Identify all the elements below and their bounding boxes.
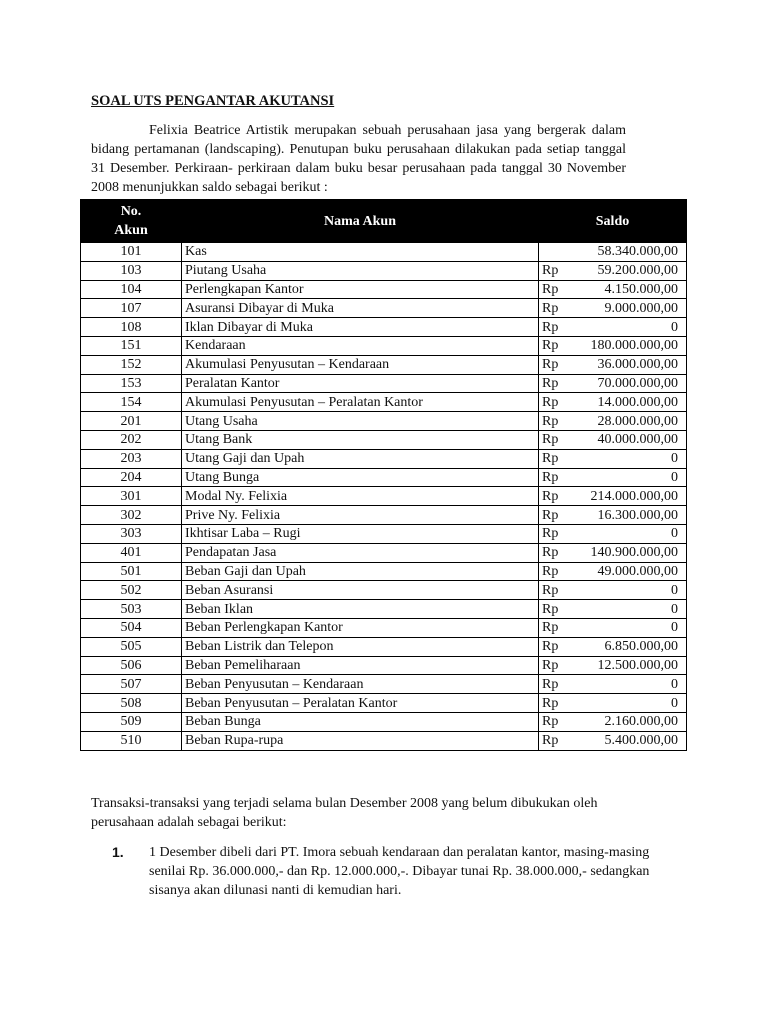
account-name-cell: Beban Bunga xyxy=(182,712,539,731)
amount-cell: 2.160.000,00 xyxy=(581,712,687,731)
account-number-cell: 108 xyxy=(81,318,182,337)
account-number-cell: 101 xyxy=(81,243,182,262)
currency-cell: Rp xyxy=(539,449,581,468)
account-name-cell: Beban Rupa-rupa xyxy=(182,731,539,750)
table-row xyxy=(81,562,687,581)
account-number-cell: 506 xyxy=(81,656,182,675)
currency-cell: Rp xyxy=(539,355,581,374)
currency-cell: Rp xyxy=(539,543,581,562)
account-name-cell: Iklan Dibayar di Muka xyxy=(182,318,539,337)
account-number-cell: 508 xyxy=(81,694,182,713)
table-row xyxy=(81,336,687,355)
table-row xyxy=(81,374,687,393)
account-name-cell: Peralatan Kantor xyxy=(182,374,539,393)
table-row xyxy=(81,731,687,750)
currency-cell: Rp xyxy=(539,656,581,675)
amount-cell: 14.000.000,00 xyxy=(581,393,687,412)
table-row xyxy=(81,355,687,374)
intro-paragraph: Felixia Beatrice Artistik merupakan sebuah perusahaan jasa yang bergerak dalam bidang pertamanan (landscaping). Penutupan buku perusahaan dilakukan pada setiap tanggal 31 Desember. Perkiraan- perkiraan dalam buku besar perusahaan pada tanggal 30 November 2008 menunjukkan saldo sebagai berikut : xyxy=(91,123,626,195)
amount-cell: 58.340.000,00 xyxy=(581,243,687,262)
currency-cell: Rp xyxy=(539,336,581,355)
account-number-cell: 153 xyxy=(81,374,182,393)
amount-cell: 180.000.000,00 xyxy=(581,336,687,355)
amount-cell: 6.850.000,00 xyxy=(581,637,687,656)
table-row xyxy=(81,487,687,506)
amount-cell: 0 xyxy=(581,675,687,694)
table-row xyxy=(81,318,687,337)
currency-cell: Rp xyxy=(539,318,581,337)
currency-cell: Rp xyxy=(539,487,581,506)
header-account-number: No. Akun xyxy=(81,200,182,243)
currency-cell: Rp xyxy=(539,562,581,581)
account-name-cell: Piutang Usaha xyxy=(182,261,539,280)
account-balance-table xyxy=(80,199,687,751)
account-number-cell: 201 xyxy=(81,412,182,431)
account-number-cell: 507 xyxy=(81,675,182,694)
amount-cell: 0 xyxy=(581,449,687,468)
amount-cell: 36.000.000,00 xyxy=(581,355,687,374)
account-number-cell: 104 xyxy=(81,280,182,299)
transactions-intro: Transaksi-transaksi yang terjadi selama bulan Desember 2008 yang belum dibukukan oleh perusahaan adalah sebagai berikut: xyxy=(91,796,598,830)
table-row xyxy=(81,618,687,637)
account-name-cell: Beban Pemeliharaan xyxy=(182,656,539,675)
account-number-cell: 204 xyxy=(81,468,182,487)
account-name-cell: Utang Bunga xyxy=(182,468,539,487)
table-row xyxy=(81,656,687,675)
account-name-cell: Akumulasi Penyusutan – Peralatan Kantor xyxy=(182,393,539,412)
amount-cell: 28.000.000,00 xyxy=(581,412,687,431)
table-row xyxy=(81,449,687,468)
account-name-cell: Beban Gaji dan Upah xyxy=(182,562,539,581)
currency-cell: Rp xyxy=(539,618,581,637)
transaction-number: 1. xyxy=(112,844,124,860)
account-number-cell: 152 xyxy=(81,355,182,374)
account-number-cell: 503 xyxy=(81,600,182,619)
amount-cell: 0 xyxy=(581,524,687,543)
header-balance: Saldo xyxy=(539,200,687,243)
account-number-cell: 103 xyxy=(81,261,182,280)
table-row xyxy=(81,412,687,431)
account-name-cell: Beban Asuransi xyxy=(182,581,539,600)
amount-cell: 0 xyxy=(581,581,687,600)
account-number-cell: 510 xyxy=(81,731,182,750)
account-name-cell: Kas xyxy=(182,243,539,262)
account-number-cell: 505 xyxy=(81,637,182,656)
account-number-cell: 501 xyxy=(81,562,182,581)
account-number-cell: 301 xyxy=(81,487,182,506)
transaction-item xyxy=(112,843,680,900)
amount-cell: 0 xyxy=(581,600,687,619)
amount-cell: 0 xyxy=(581,468,687,487)
account-number-cell: 202 xyxy=(81,430,182,449)
currency-cell: Rp xyxy=(539,468,581,487)
amount-cell: 214.000.000,00 xyxy=(581,487,687,506)
currency-cell: Rp xyxy=(539,524,581,543)
table-row xyxy=(81,694,687,713)
currency-cell: Rp xyxy=(539,694,581,713)
table-row xyxy=(81,543,687,562)
account-name-cell: Akumulasi Penyusutan – Kendaraan xyxy=(182,355,539,374)
table-row xyxy=(81,261,687,280)
table-row xyxy=(81,581,687,600)
currency-cell: Rp xyxy=(539,430,581,449)
account-name-cell: Beban Penyusutan – Peralatan Kantor xyxy=(182,694,539,713)
currency-cell: Rp xyxy=(539,412,581,431)
table-row xyxy=(81,600,687,619)
amount-cell: 5.400.000,00 xyxy=(581,731,687,750)
account-number-cell: 401 xyxy=(81,543,182,562)
currency-cell: Rp xyxy=(539,261,581,280)
currency-cell: Rp xyxy=(539,280,581,299)
account-name-cell: Pendapatan Jasa xyxy=(182,543,539,562)
table-row xyxy=(81,280,687,299)
table-row xyxy=(81,506,687,525)
table-row xyxy=(81,393,687,412)
currency-cell: Rp xyxy=(539,600,581,619)
account-name-cell: Utang Bank xyxy=(182,430,539,449)
account-number-cell: 509 xyxy=(81,712,182,731)
amount-cell: 40.000.000,00 xyxy=(581,430,687,449)
amount-cell: 9.000.000,00 xyxy=(581,299,687,318)
currency-cell xyxy=(539,243,581,262)
account-number-cell: 107 xyxy=(81,299,182,318)
account-name-cell: Beban Iklan xyxy=(182,600,539,619)
currency-cell: Rp xyxy=(539,299,581,318)
table-row xyxy=(81,712,687,731)
account-number-cell: 302 xyxy=(81,506,182,525)
account-number-cell: 502 xyxy=(81,581,182,600)
amount-cell: 49.000.000,00 xyxy=(581,562,687,581)
account-name-cell: Modal Ny. Felixia xyxy=(182,487,539,506)
currency-cell: Rp xyxy=(539,374,581,393)
account-name-cell: Beban Perlengkapan Kantor xyxy=(182,618,539,637)
amount-cell: 140.900.000,00 xyxy=(581,543,687,562)
account-number-cell: 154 xyxy=(81,393,182,412)
currency-cell: Rp xyxy=(539,506,581,525)
amount-cell: 12.500.000,00 xyxy=(581,656,687,675)
table-header-row xyxy=(81,200,687,243)
account-name-cell: Prive Ny. Felixia xyxy=(182,506,539,525)
account-name-cell: Ikhtisar Laba – Rugi xyxy=(182,524,539,543)
account-number-cell: 151 xyxy=(81,336,182,355)
amount-cell: 16.300.000,00 xyxy=(581,506,687,525)
table-row xyxy=(81,468,687,487)
header-account-name: Nama Akun xyxy=(182,200,539,243)
table-row xyxy=(81,524,687,543)
amount-cell: 59.200.000,00 xyxy=(581,261,687,280)
account-number-cell: 504 xyxy=(81,618,182,637)
amount-cell: 70.000.000,00 xyxy=(581,374,687,393)
table-row xyxy=(81,299,687,318)
account-name-cell: Beban Penyusutan – Kendaraan xyxy=(182,675,539,694)
currency-cell: Rp xyxy=(539,393,581,412)
currency-cell: Rp xyxy=(539,637,581,656)
amount-cell: 0 xyxy=(581,318,687,337)
table-row xyxy=(81,430,687,449)
currency-cell: Rp xyxy=(539,731,581,750)
account-name-cell: Beban Listrik dan Telepon xyxy=(182,637,539,656)
amount-cell: 0 xyxy=(581,694,687,713)
page-title: SOAL UTS PENGANTAR AKUTANSI xyxy=(91,93,335,109)
table-body xyxy=(81,243,687,751)
account-name-cell: Utang Usaha xyxy=(182,412,539,431)
account-name-cell: Perlengkapan Kantor xyxy=(182,280,539,299)
currency-cell: Rp xyxy=(539,675,581,694)
table-row xyxy=(81,243,687,262)
account-number-cell: 303 xyxy=(81,524,182,543)
table-row xyxy=(81,675,687,694)
transaction-text: 1 Desember dibeli dari PT. Imora sebuah kendaraan dan peralatan kantor, masing-masing senilai Rp. 36.000.000,- dan Rp. 12.000.000,-. Dibayar tunai Rp. 38.000.000,- sedangkan sisanya akan dilunasi nanti di kemudian hari. xyxy=(149,845,650,898)
table-row xyxy=(81,637,687,656)
currency-cell: Rp xyxy=(539,581,581,600)
currency-cell: Rp xyxy=(539,712,581,731)
amount-cell: 0 xyxy=(581,618,687,637)
account-name-cell: Kendaraan xyxy=(182,336,539,355)
account-number-cell: 203 xyxy=(81,449,182,468)
amount-cell: 4.150.000,00 xyxy=(581,280,687,299)
account-name-cell: Utang Gaji dan Upah xyxy=(182,449,539,468)
account-name-cell: Asuransi Dibayar di Muka xyxy=(182,299,539,318)
